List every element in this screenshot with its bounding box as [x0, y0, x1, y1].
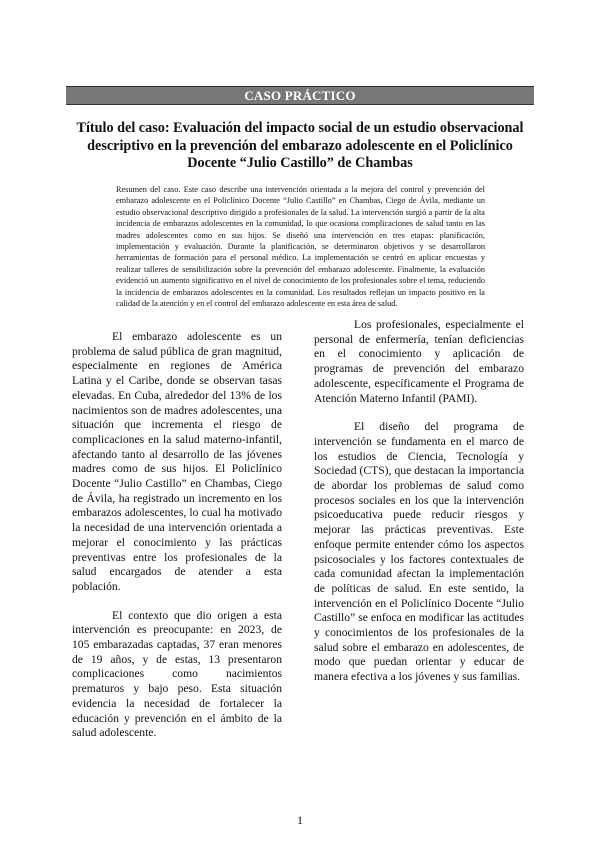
- paragraph: El diseño del programa de intervención se fundamenta en el marco de los estudios de Ciencia, Tecnología y Sociedad (CTS), que destacan la importancia de abordar los problemas de salud como procesos sociales en los que la intervención psicoeducativa puede reducir riesgos y mejorar las prácticas preventivas. Este enfoque permite entender cómo los aspectos psicosociales y los factores contextuales de cada comunidad afectan la implementación de políticas de salud. En este sentido, la intervención en el Policlínico Docente “Julio Castillo” se enfoca en modificar las actitudes y conocimientos de los profesionales de la salud sobre el embarazo en adolescentes, de modo que puedan orientar y educar de manera efectiva a los jóvenes y sus familias.: [314, 420, 524, 684]
- paragraph: Los profesionales, especialmente el personal de enfermería, tenían deficiencias en el conocimiento y aplicación de programas de prevención del embarazo adolescente, específicamente el Programa de Atención Materno Infantil (PAMI).: [314, 318, 524, 405]
- section-banner: CASO PRÁCTICO: [66, 86, 534, 105]
- paragraph: El contexto que dio origen a esta intervención es preocupante: en 2023, de 105 embarazadas captadas, 37 eran menores de 19 años, y de estas, 13 presentaron complicaciones como nacimientos prematuros y bajo peso. Esta situación evidencia la necesidad de fortalecer la educación y prevención en el ámbito de la salud adolescente.: [72, 608, 282, 740]
- abstract: Resumen del caso. Este caso describe una intervención orientada a la mejora del control y prevención del embarazo adolescente en el Policlínico Docente “Julio Castillo” en Chambas, Ciego de Ávila, mediante un estudio observacional descriptivo dirigido a profesionales de la salud. La intervención surgió a partir de la alta incidencia de embarazos adolescentes en la comunidad, lo que ocasiona complicaciones de salud tanto en las madres adolescentes como en sus hijos. Se diseñó una intervención en tres etapas: planificación, implementación y evaluación. Durante la planificación, se determinaron objetivos y se desarrollaron herramientas de formación para el personal médico. La implementación se centró en aplicar encuestas y realizar talleres de sensibilización sobre la prevención del embarazo adolescente. Finalmente, la evaluación evidenció un aumento significativo en el nivel de conocimiento de los profesionales sobre el tema, reduciendo la incidencia de embarazos adolescentes en la comunidad. Los resultados reflejan un impacto positivo en la calidad de la atención y en el control del embarazo adolescente en esta área de salud.: [116, 185, 485, 309]
- left-column: [72, 330, 282, 741]
- paragraph: El embarazo adolescente es un problema de salud pública de gran magnitud, especialmente en regiones de América Latina y el Caribe, donde se observan tasas elevadas. En Cuba, alrededor del 13% de los nacimientos son de madres adolescentes, una situación que incrementa el riesgo de complicaciones en la salud materno-infantil, afectando tanto al desarrollo de las jóvenes madres como de sus hijos. El Policlínico Docente “Julio Castillo” en Chambas, Ciego de Ávila, ha registrado un incremento en los embarazos adolescentes, lo cual ha motivado la necesidad de una intervención orientada a mejorar el conocimiento y las prácticas preventivas entre los profesionales de la salud encargados de atender a esta población.: [72, 330, 282, 593]
- right-column: [314, 318, 524, 685]
- page-number: 1: [297, 813, 303, 827]
- article-title: Título del caso: Evaluación del impacto social de un estudio observacional descriptivo en la prevención del embarazo adolescente en el Policlínico Docente “Julio Castillo” de Chambas: [76, 120, 524, 171]
